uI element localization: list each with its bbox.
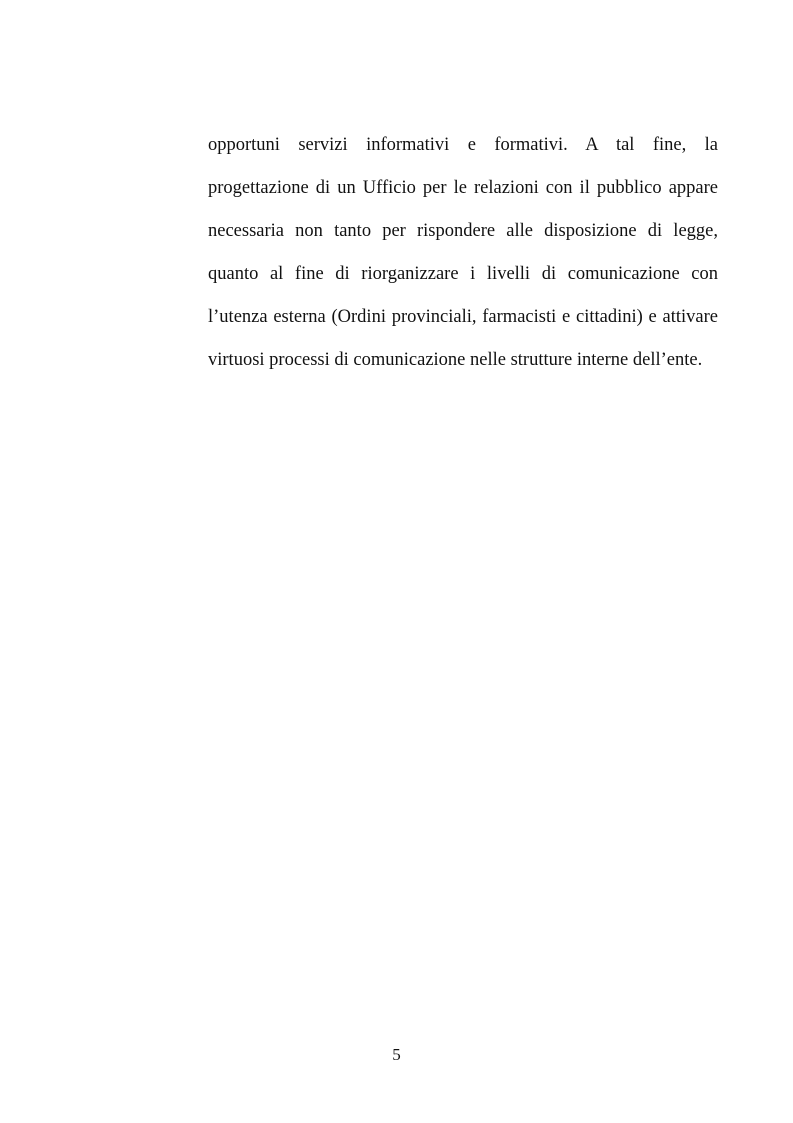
body-paragraph [208, 127, 718, 385]
paragraph-line-4: quanto al fine di riorganizzare i livelli di comunicazione con [208, 264, 718, 284]
page-number: 5 [392, 1045, 401, 1064]
paragraph-line-1: opportuni servizi informativi e formativi. A tal fine, la [208, 135, 718, 155]
paragraph-line-3: necessaria non tanto per rispondere alle disposizione di legge, [208, 221, 718, 241]
paragraph-line-5: l’utenza esterna (Ordini provinciali, farmacisti e cittadini) e attivare [208, 307, 718, 327]
paragraph-line-6: virtuosi processi di comunicazione nelle strutture interne dell’ente. [208, 350, 703, 370]
paragraph-line-2: progettazione di un Ufficio per le relazioni con il pubblico appare [208, 178, 718, 198]
